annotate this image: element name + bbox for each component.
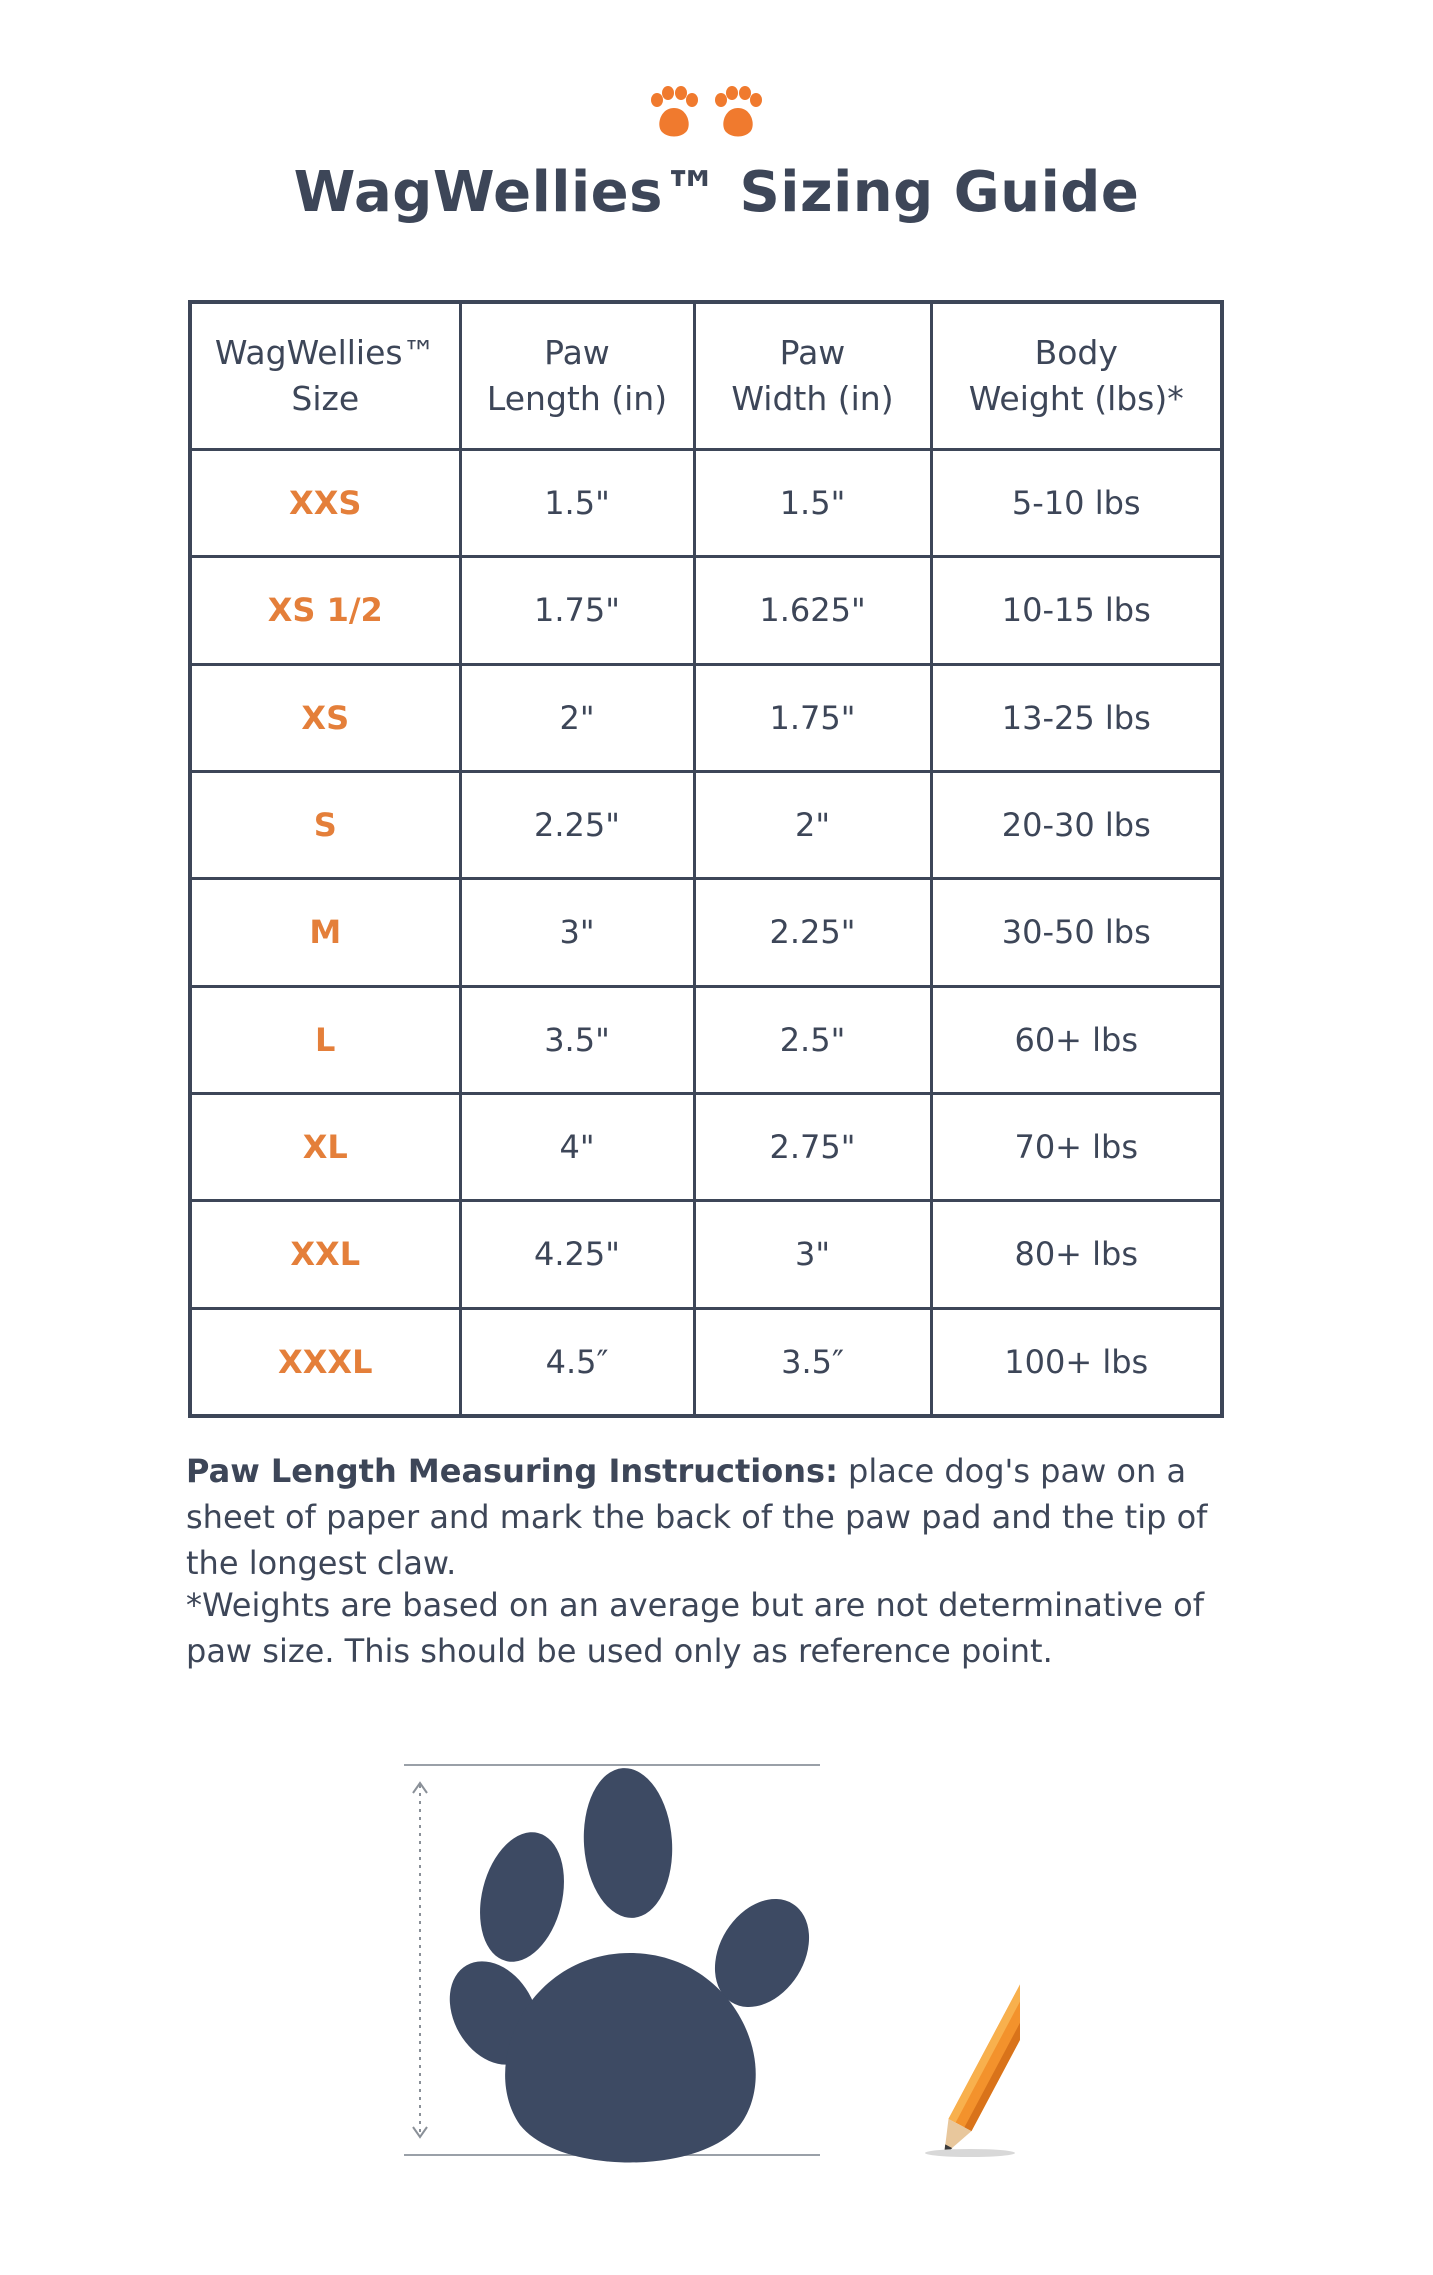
paw-width-cell: 3.5″ <box>694 1308 931 1416</box>
paw-width-cell: 2.25" <box>694 879 931 986</box>
header-line: Paw <box>544 332 610 372</box>
instructions-text: place dog's paw on a sheet of paper and mark the back of the paw pad and the tip of the longest claw. <box>186 1452 1208 1582</box>
paw-measuring-illustration <box>400 1745 1020 2165</box>
pencil-shadow <box>925 2149 1015 2157</box>
sizing-table <box>188 300 1224 1418</box>
paw-width-cell: 2.5" <box>694 986 931 1093</box>
weight-disclaimer: *Weights are based on an average but are not determinative of paw size. This should be used only as reference point. <box>186 1586 1204 1670</box>
paw-length-cell: 1.75" <box>460 557 694 664</box>
table-row <box>190 664 1222 771</box>
measure-arrow <box>413 1783 427 2137</box>
size-cell: S <box>190 771 460 878</box>
header-size <box>190 302 460 450</box>
body-weight-cell: 13-25 lbs <box>931 664 1222 771</box>
pencil-icon <box>933 1960 1020 2161</box>
header-line: Weight (lbs)* <box>968 379 1184 418</box>
body-weight-cell: 70+ lbs <box>931 1093 1222 1200</box>
page-title: WagWellies™ Sizing Guide <box>293 160 1140 225</box>
paw-width-cell: 2.75" <box>694 1093 931 1200</box>
table-row <box>190 986 1222 1093</box>
header-line: Length (in) <box>486 379 668 418</box>
body-weight-cell: 80+ lbs <box>931 1201 1222 1308</box>
size-cell: L <box>190 986 460 1093</box>
body-weight-cell: 20-30 lbs <box>931 771 1222 878</box>
header-paw-width <box>694 302 931 450</box>
table-row <box>190 450 1222 557</box>
header-line: Width (in) <box>731 379 894 418</box>
paw-width-cell: 3" <box>694 1201 931 1308</box>
table-row <box>190 1093 1222 1200</box>
measuring-instructions <box>186 1448 1266 1586</box>
size-cell: XS 1/2 <box>190 557 460 664</box>
table-row <box>190 557 1222 664</box>
paw-length-cell: 2.25" <box>460 771 694 878</box>
header-line: Size <box>291 379 360 418</box>
paw-width-cell: 1.75" <box>694 664 931 771</box>
paw-width-cell: 1.5" <box>694 450 931 557</box>
size-cell: XXXL <box>190 1308 460 1416</box>
size-cell: M <box>190 879 460 986</box>
header-line: WagWellies™ <box>214 332 436 372</box>
paw-width-cell: 1.625" <box>694 557 931 664</box>
header-paw-length <box>460 302 694 450</box>
table-row <box>190 1201 1222 1308</box>
body-weight-cell: 100+ lbs <box>931 1308 1222 1416</box>
paw-print-icon <box>432 1765 828 2162</box>
paw-length-cell: 3" <box>460 879 694 986</box>
paw-length-cell: 2" <box>460 664 694 771</box>
table-row <box>190 1308 1222 1416</box>
body-weight-cell: 30-50 lbs <box>931 879 1222 986</box>
body-weight-cell: 10-15 lbs <box>931 557 1222 664</box>
header-line: Paw <box>779 332 846 372</box>
size-cell: XXS <box>190 450 460 557</box>
table-row <box>190 771 1222 878</box>
size-cell: XL <box>190 1093 460 1200</box>
body-weight-cell: 60+ lbs <box>931 986 1222 1093</box>
paw-width-cell: 2" <box>694 771 931 878</box>
header-line: Body <box>1034 332 1118 372</box>
paw-length-cell: 4.25" <box>460 1201 694 1308</box>
instructions-label: Paw Length Measuring Instructions: <box>186 1452 838 1490</box>
size-cell: XS <box>190 664 460 771</box>
two-paw-prints-icon <box>640 82 770 142</box>
size-cell: XXL <box>190 1201 460 1308</box>
paw-length-cell: 4.5″ <box>460 1308 694 1416</box>
paw-length-cell: 4" <box>460 1093 694 1200</box>
table-header-row <box>190 302 1222 450</box>
table-row <box>190 879 1222 986</box>
body-weight-cell: 5-10 lbs <box>931 450 1222 557</box>
paw-length-cell: 3.5" <box>460 986 694 1093</box>
paw-length-cell: 1.5" <box>460 450 694 557</box>
header-body-weight <box>931 302 1222 450</box>
